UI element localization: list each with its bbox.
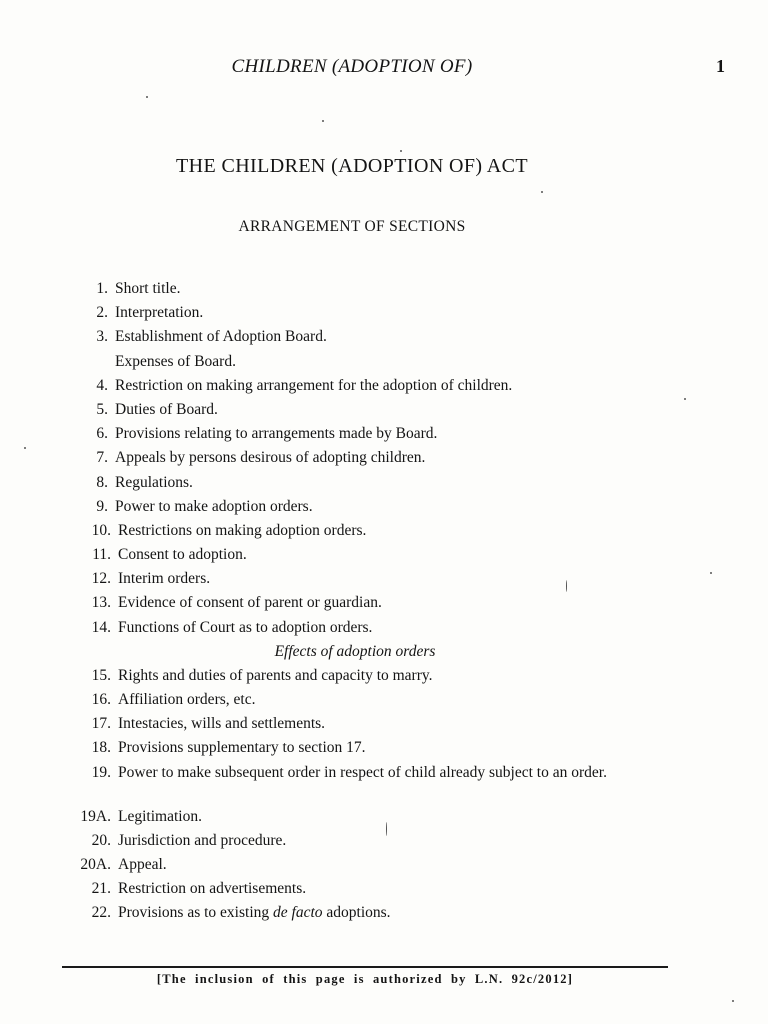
section-title: Provisions supplementary to section 17. [118, 739, 366, 757]
section-title: Expenses of Board. [115, 352, 236, 370]
section-number: 19. [91, 763, 111, 781]
section-number: 15. [91, 666, 111, 684]
section-number: 11. [92, 546, 111, 564]
section-row [0, 446, 700, 470]
section-row [0, 616, 700, 640]
section-number: 6. [96, 425, 108, 443]
section-number: 5. [96, 400, 108, 418]
arrangement-heading: ARRANGEMENT OF SECTIONS [238, 218, 466, 235]
section-title: Consent to adoption. [118, 546, 247, 564]
section-title: Regulations. [115, 473, 193, 491]
footer-note: [The inclusion of this page is authorized by L.N. 92c/2012] [156, 972, 574, 986]
section-row [0, 350, 700, 374]
section-title: Interpretation. [115, 304, 204, 322]
footer-divider [62, 966, 668, 968]
section-title: Rights and duties of parents and capacity to marry. [118, 666, 433, 684]
section-row [0, 664, 700, 688]
section-row [0, 422, 700, 446]
section-number: 20. [91, 831, 111, 849]
section-number: 22. [91, 904, 111, 922]
section-number: 19A. [80, 807, 111, 825]
section-number: 4. [96, 376, 108, 394]
section-number: 18. [91, 739, 111, 757]
section-row [0, 736, 700, 760]
subheading: Effects of adoption orders [274, 642, 436, 660]
section-title: Short title. [115, 280, 181, 297]
section-number: 21. [91, 880, 111, 898]
section-title: Restriction on advertisements. [118, 880, 307, 898]
section-row [0, 471, 700, 495]
section-title: Power to make adoption orders. [115, 497, 313, 515]
section-number: 1. [96, 280, 108, 297]
section-number: 9. [96, 497, 108, 515]
section-number: 7. [96, 449, 108, 467]
scan-speck [566, 580, 567, 592]
section-title: Legitimation. [118, 807, 202, 825]
section-row [0, 761, 700, 805]
section-row [0, 591, 700, 615]
sections-list [0, 277, 700, 926]
section-row [0, 877, 700, 901]
section-number: 12. [91, 570, 111, 588]
section-title: Restrictions on making adoption orders. [118, 521, 367, 539]
scan-speck [146, 96, 148, 98]
section-row [0, 398, 700, 422]
running-header-title: CHILDREN (ADOPTION OF) [231, 56, 473, 77]
section-row [0, 301, 700, 325]
act-title: THE CHILDREN (ADOPTION OF) ACT [176, 155, 528, 177]
section-title: Affiliation orders, etc. [118, 691, 256, 708]
section-title: Jurisdiction and procedure. [118, 831, 287, 849]
section-number: 14. [91, 618, 111, 636]
section-row [0, 901, 700, 925]
scan-speck [710, 572, 712, 574]
section-title: Evidence of consent of parent or guardian. [118, 594, 382, 612]
section-row [0, 277, 700, 301]
section-row [0, 805, 700, 829]
section-title: Appeals by persons desirous of adopting children. [115, 449, 426, 467]
section-number: 8. [96, 473, 108, 491]
section-title: Provisions as to existing de facto adoptions. [118, 904, 391, 922]
section-number: 16. [91, 691, 111, 708]
section-title: Duties of Board. [115, 400, 218, 418]
section-number: 13. [91, 594, 111, 612]
section-number: 10. [91, 521, 111, 539]
scan-speck [732, 1000, 734, 1002]
section-row [0, 853, 700, 877]
section-title: Establishment of Adoption Board. [115, 328, 327, 346]
section-number: 20A. [80, 855, 111, 873]
scan-speck [24, 447, 26, 449]
page-number: 1 [716, 56, 725, 76]
section-row [0, 829, 700, 853]
scan-speck [684, 398, 686, 400]
scan-speck [386, 822, 387, 836]
section-number: 3. [96, 328, 108, 346]
section-title: Interim orders. [118, 570, 211, 588]
scan-speck [322, 120, 324, 122]
section-title: Restriction on making arrangement for the adoption of children. [115, 376, 513, 394]
section-row [0, 495, 700, 519]
section-row [0, 688, 700, 712]
section-row [0, 519, 700, 543]
section-title: Provisions relating to arrangements made by Board. [115, 425, 438, 443]
section-title: Intestacies, wills and settlements. [118, 715, 326, 733]
section-row [0, 543, 700, 567]
section-title: Functions of Court as to adoption orders. [118, 618, 373, 636]
scan-speck [541, 191, 543, 193]
section-number: 17. [91, 715, 111, 733]
section-row [0, 712, 700, 736]
section-title: Appeal. [118, 855, 167, 873]
section-row [0, 567, 700, 591]
section-number: 2. [96, 304, 108, 322]
section-row [0, 374, 700, 398]
section-row [0, 325, 700, 349]
scan-speck [400, 150, 402, 152]
section-title: Power to make subsequent order in respect of child already subject to an order. [118, 763, 607, 781]
